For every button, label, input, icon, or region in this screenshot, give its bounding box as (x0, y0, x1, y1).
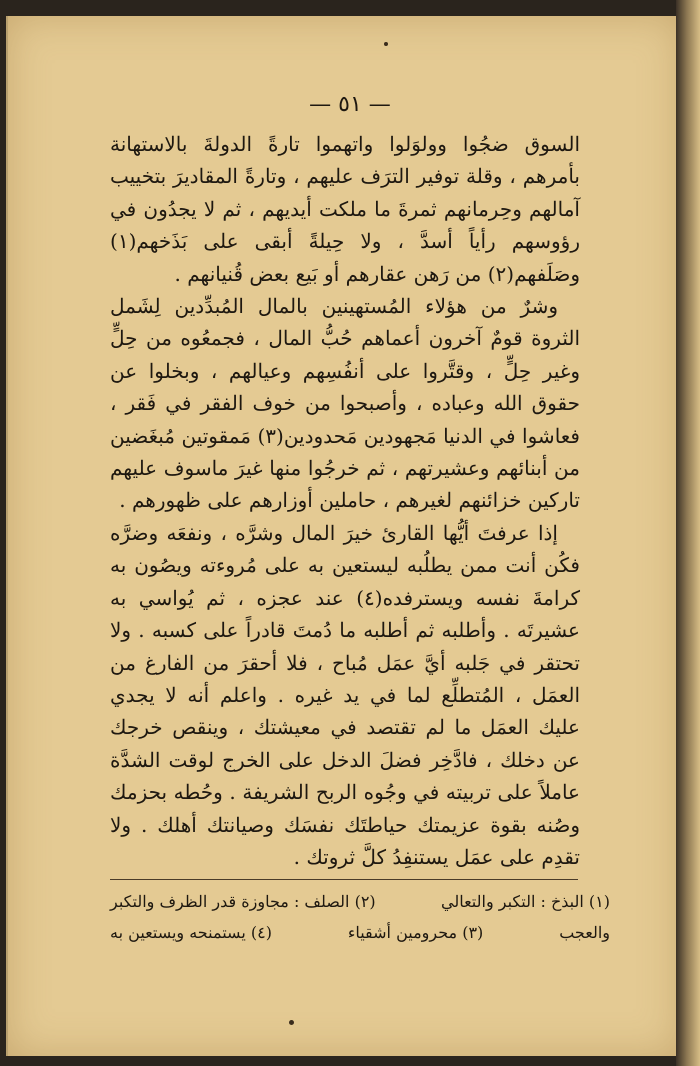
printer-mark-top (384, 42, 388, 46)
main-text (110, 128, 580, 873)
paragraph-2: وشرٌ من هؤلاء المُستهينين بالمال المُبدِّدين لِشَمل الثروة قومٌ آخرون أعماهم حُبُّ المال ، فجمعُوه من حِلٍّ وغير حِلٍّ ، وقتَّروا على أنفُسِهم وعيالهم ، وبخلوا عن حقوق الله وعباده ، وأصبحوا من خوف الفقر في فَقر ، فعاشوا في الدنيا مَجهودين مَحدودين(٣) مَمقوتين مُبغَضين من أبنائهم وعشيرتهم ، ثم خرجُوا منها غيرَ ماسوف عليهم تاركين خزائنهم لغيرهم ، حاملين أوزارهم على ظهورهم . (110, 294, 580, 513)
footnote-row-1 (110, 886, 610, 917)
footnote-2: (٢) الصلف : مجاوزة قدر الظرف والتكبر (110, 892, 376, 911)
footnote-4: (٤) يستمنحه ويستعين به (110, 923, 272, 942)
paragraph-3: إذا عرفتَ أيُّها القارئ خيرَ المال وشرَّه ، ونفعَه وضرَّه فكُن أنت ممن يطلُبه ليستعين به على مُروءته ويصُون به كرامةَ نفسه ويسترفده(٤) عند عجزه ، ثم يُواسي به عشيرتَه . وأطلبه ثم أطلبه ما دُمتَ قادراً على كسبه . ولا تحتقر في جَلبه أيَّ عمَل مُباح ، فلا أحقرَ من الفارغ من العمَل ، المُتطلِّع لما في يد غيره . واعلم أنه لا يجدي عليك العمَل ما لم تقتصد في معيشتك ، وينقص خرجك عن دخلك ، فادَّخِر فضلَ الدخل على الخرج لوقت الشدَّة عاملاً على تربيته في وجُوه الربح الشريفة . وحُطه بحزمك وصُنه بقوة عزيمتك حياطتَك نفسَك وصيانتك أهلك . ولا تقدِم على عمَل يستنفِدُ كلَّ ثروتك . (110, 520, 580, 869)
book-gutter (676, 0, 700, 1066)
page-number: — ٥١ — (309, 92, 391, 117)
footnote-3: (٣) محرومين أشقياء (347, 923, 484, 942)
footnote-divider (110, 879, 578, 880)
footnote-row-2 (110, 917, 610, 948)
footnote-2-continuation: والعجب (559, 923, 610, 942)
printer-mark-bottom (289, 1020, 294, 1025)
footnotes (110, 886, 610, 948)
footnote-1: (١) البذخ : التكبر والتعالي (440, 892, 610, 911)
paragraph-1: السوق ضجُوا وولوَلوا واتهموا تارةً الدولةَ بالاستهانة بأمرهم ، وقلة توفير الترَف عليهم ، وتارةً المقاديرَ بتخييب آمالهم وحِرمانهم ثمرةَ ما ملكت أيديهم ، ثم لا يجدُون في رؤوسهم رأياً أسدَّ ، ولا حِيلةً أبقى على بَذَخهم(١) وصَلَفهم(٢) من رَهن عقارهم أو بَيع بعض قُنيانهم . (110, 132, 580, 286)
